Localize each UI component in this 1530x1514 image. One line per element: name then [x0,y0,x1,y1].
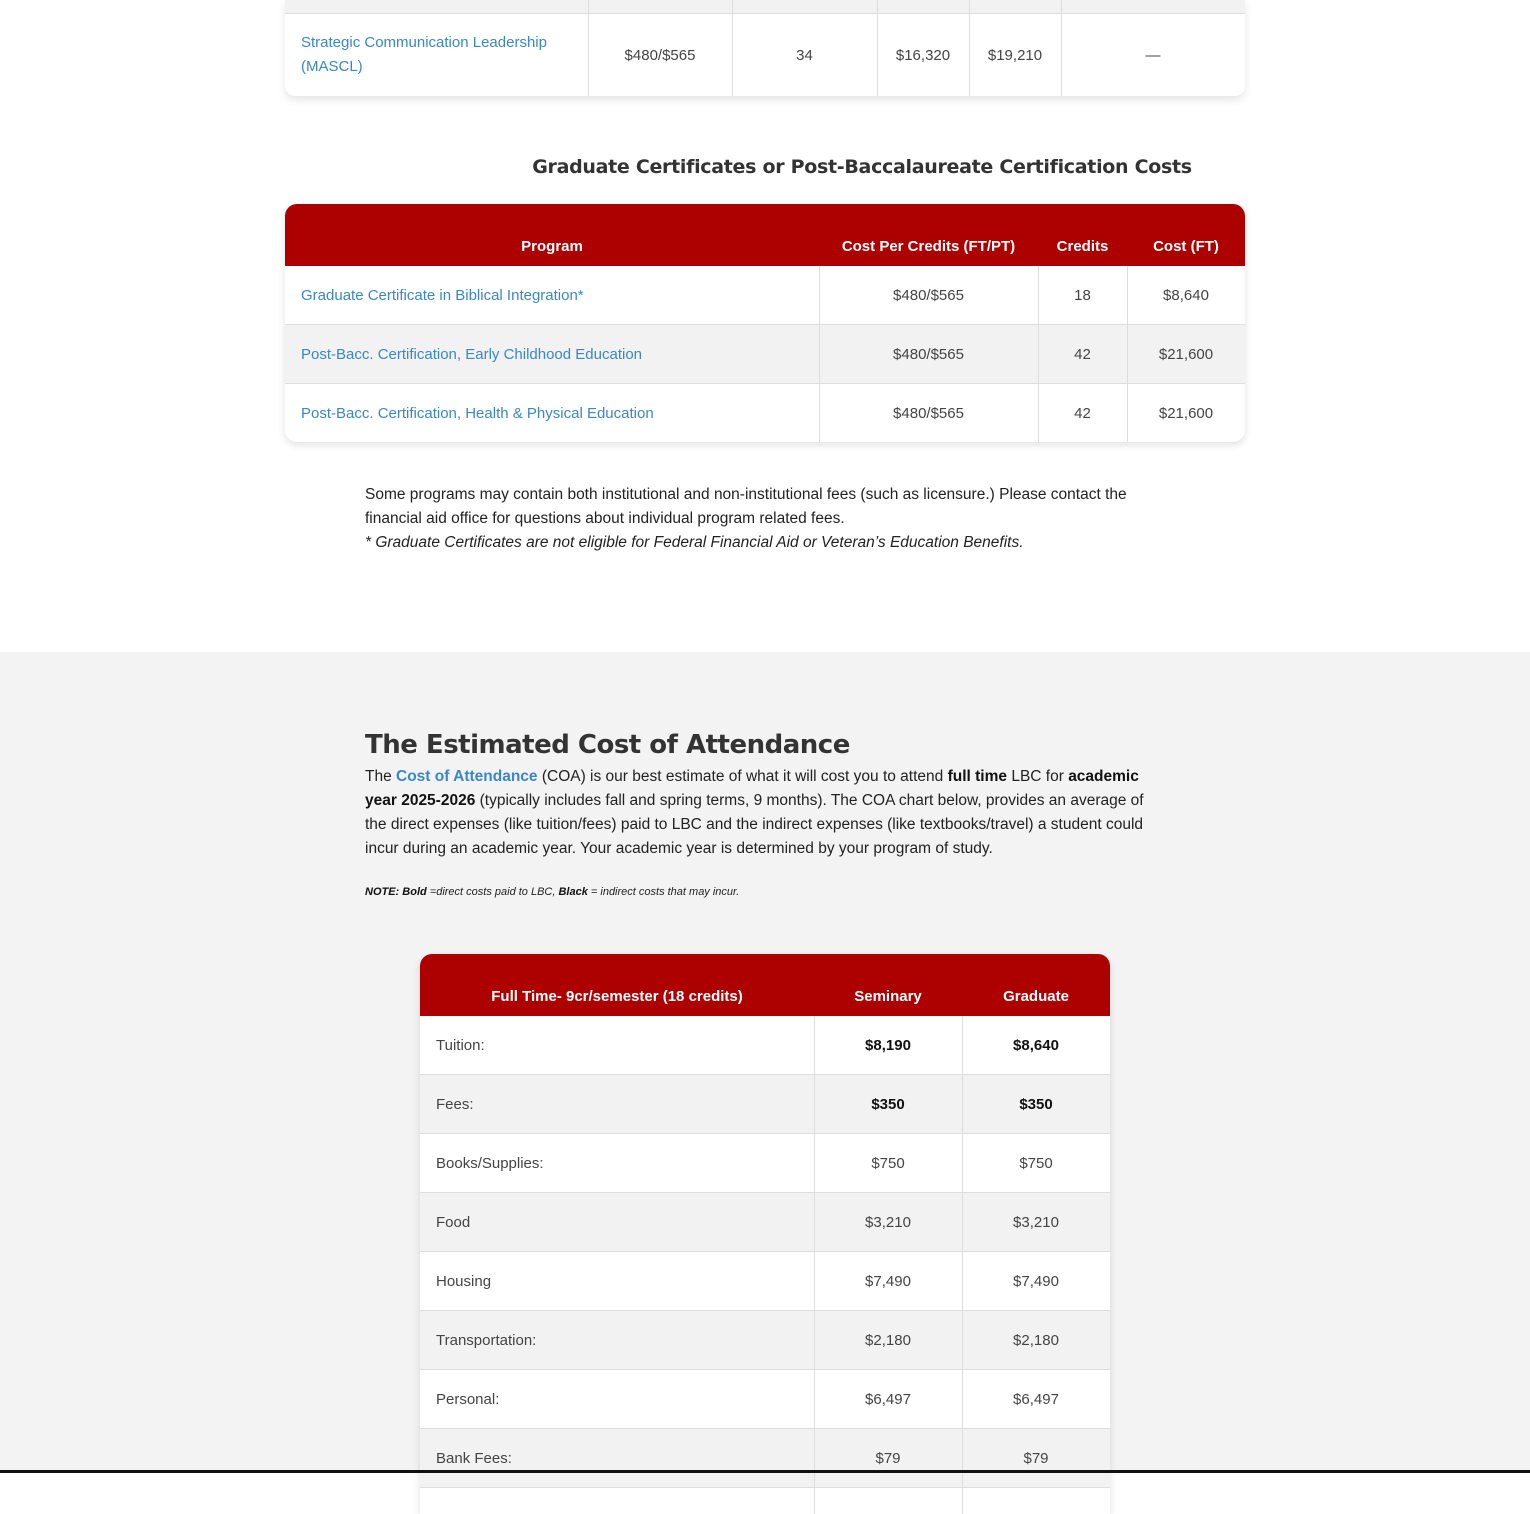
cost-per-credit-cell: $480/$565 [893,404,964,422]
seminary-cost: $7,490 [865,1272,911,1290]
program-link[interactable]: Post-Bacc. Certification, Health & Physical Education [301,404,654,422]
table-row [420,1193,1110,1252]
graduate-cost: $8,640 [1013,1036,1059,1054]
coa-bold-text: full time [947,768,1008,785]
graduate-cost: $6,497 [1013,1390,1059,1408]
cost-ft-cell: $21,600 [1158,404,1214,422]
column-header-full-time: Full Time- 9cr/semester (18 credits) [491,988,743,1005]
cost-ft-cell: $8,640 [1163,286,1209,304]
column-header-graduate: Graduate [1003,988,1069,1005]
program-name-line2: (MASCL) [301,58,363,75]
table-header [420,954,1110,1016]
program-fees-notes [365,483,1165,555]
coa-legend-note [365,886,739,898]
note-text: = indirect costs that may incur. [587,886,740,898]
coa-bold-text: academic year 2025-2026 [365,768,1139,809]
extra-cell: — [1145,46,1161,64]
column-header-credits: Credits [1056,238,1109,255]
coa-text: (typically includes fall and spring terms, 9 months). The COA chart below, provides an average of the direct expenses (like tuition/fees) paid to LBC and the indirect expenses (like textbooks/travel) a student could incur during an academic year. Your academic year is determined by your program of study. [365,792,1144,857]
column-header-seminary: Seminary [854,988,922,1005]
cost-pt-cell: $19,210 [987,46,1043,64]
certificates-table [285,204,1245,442]
program-link[interactable]: Post-Bacc. Certification, Early Childhood Education [301,345,643,363]
coa-description [365,765,1165,861]
column-divider [819,266,820,442]
coa-table [420,954,1110,1514]
note-text: =direct costs paid to LBC, [426,886,559,898]
note-bold-label: NOTE: Bold [365,886,427,898]
coa-text: LBC for [1007,768,1069,785]
table-row [285,384,1245,442]
table-row [420,1252,1110,1311]
graduate-cost: $750 [1019,1154,1053,1172]
column-divider [962,1016,963,1514]
seminary-cost: $2,180 [865,1331,911,1349]
cost-of-attendance-link[interactable]: Cost of Attendance [396,768,538,785]
table-row-stub [285,0,1245,14]
table-row [420,1311,1110,1370]
cost-per-credit-cell: $480/$565 [893,286,964,304]
column-divider [1127,266,1128,442]
table-row [420,1429,1110,1488]
credits-cell: 18 [1074,286,1091,304]
seminary-cost: $750 [871,1154,905,1172]
eligibility-note: * Graduate Certificates are not eligible for Federal Financial Aid or Veteran’s Education Benefits. [365,534,1024,551]
cost-per-credit-cell: $480/$565 [893,345,964,363]
seminary-cost: $79 [875,1449,901,1467]
table-row [285,266,1245,325]
note-black-label: Black [558,886,588,898]
expense-label: Bank Fees: [436,1449,512,1467]
table-row [420,1370,1110,1429]
credits-cell: 42 [1074,404,1091,422]
table-row [420,1016,1110,1075]
credits-cell: 34 [796,46,813,64]
table-row [420,1075,1110,1134]
expense-label: Books/Supplies: [436,1154,544,1172]
graduate-cost: $350 [1019,1095,1053,1113]
column-header-cost-per-credit: Cost Per Credits (FT/PT) [841,238,1016,255]
fees-note: Some programs may contain both institutional and non-institutional fees (such as licensure.) Please contact the financial aid office for questions about individual program related fees. [365,486,1127,527]
table-row [285,325,1245,384]
expense-label: Fees: [436,1095,474,1113]
graduate-cost: $7,490 [1013,1272,1059,1290]
cost-ft-cell: $21,600 [1158,345,1214,363]
seminary-cost: $8,190 [865,1036,911,1054]
graduate-cost: $79 [1023,1449,1049,1467]
seminary-cost: $6,497 [865,1390,911,1408]
expense-label: Transportation: [436,1331,537,1349]
credits-cell: 42 [1074,345,1091,363]
column-header-program: Program [521,238,583,255]
graduate-cost: $3,210 [1013,1213,1059,1231]
column-header-cost-ft: Cost (FT) [1153,238,1219,255]
seminary-cost: $350 [871,1095,905,1113]
column-divider [1038,266,1039,442]
cost-ft-cell: $16,320 [895,46,951,64]
coa-title: The Estimated Cost of Attendance [365,730,850,760]
table-row [420,1134,1110,1193]
expense-label: Food [436,1213,471,1231]
cost-per-credit-cell: $480/$565 [624,46,696,64]
seminary-cost: $3,210 [865,1213,911,1231]
certificates-heading: Graduate Certificates or Post-Baccalaureate Certification Costs [532,156,1192,178]
coa-text: The [365,768,397,785]
graduate-cost: $2,180 [1013,1331,1059,1349]
program-name-line1: Strategic Communication Leadership [301,34,547,51]
program-link[interactable]: Graduate Certificate in Biblical Integration* [301,286,584,304]
masters-costs-table [285,0,1245,96]
expense-label: Tuition: [436,1036,485,1054]
column-divider [814,1016,815,1514]
coa-text: (COA) is our best estimate of what it will cost you to attend [537,768,948,785]
program-link-mascl[interactable] [285,14,588,96]
expense-label: Housing [436,1272,492,1290]
table-header [285,204,1245,266]
expense-label: Personal: [436,1390,500,1408]
